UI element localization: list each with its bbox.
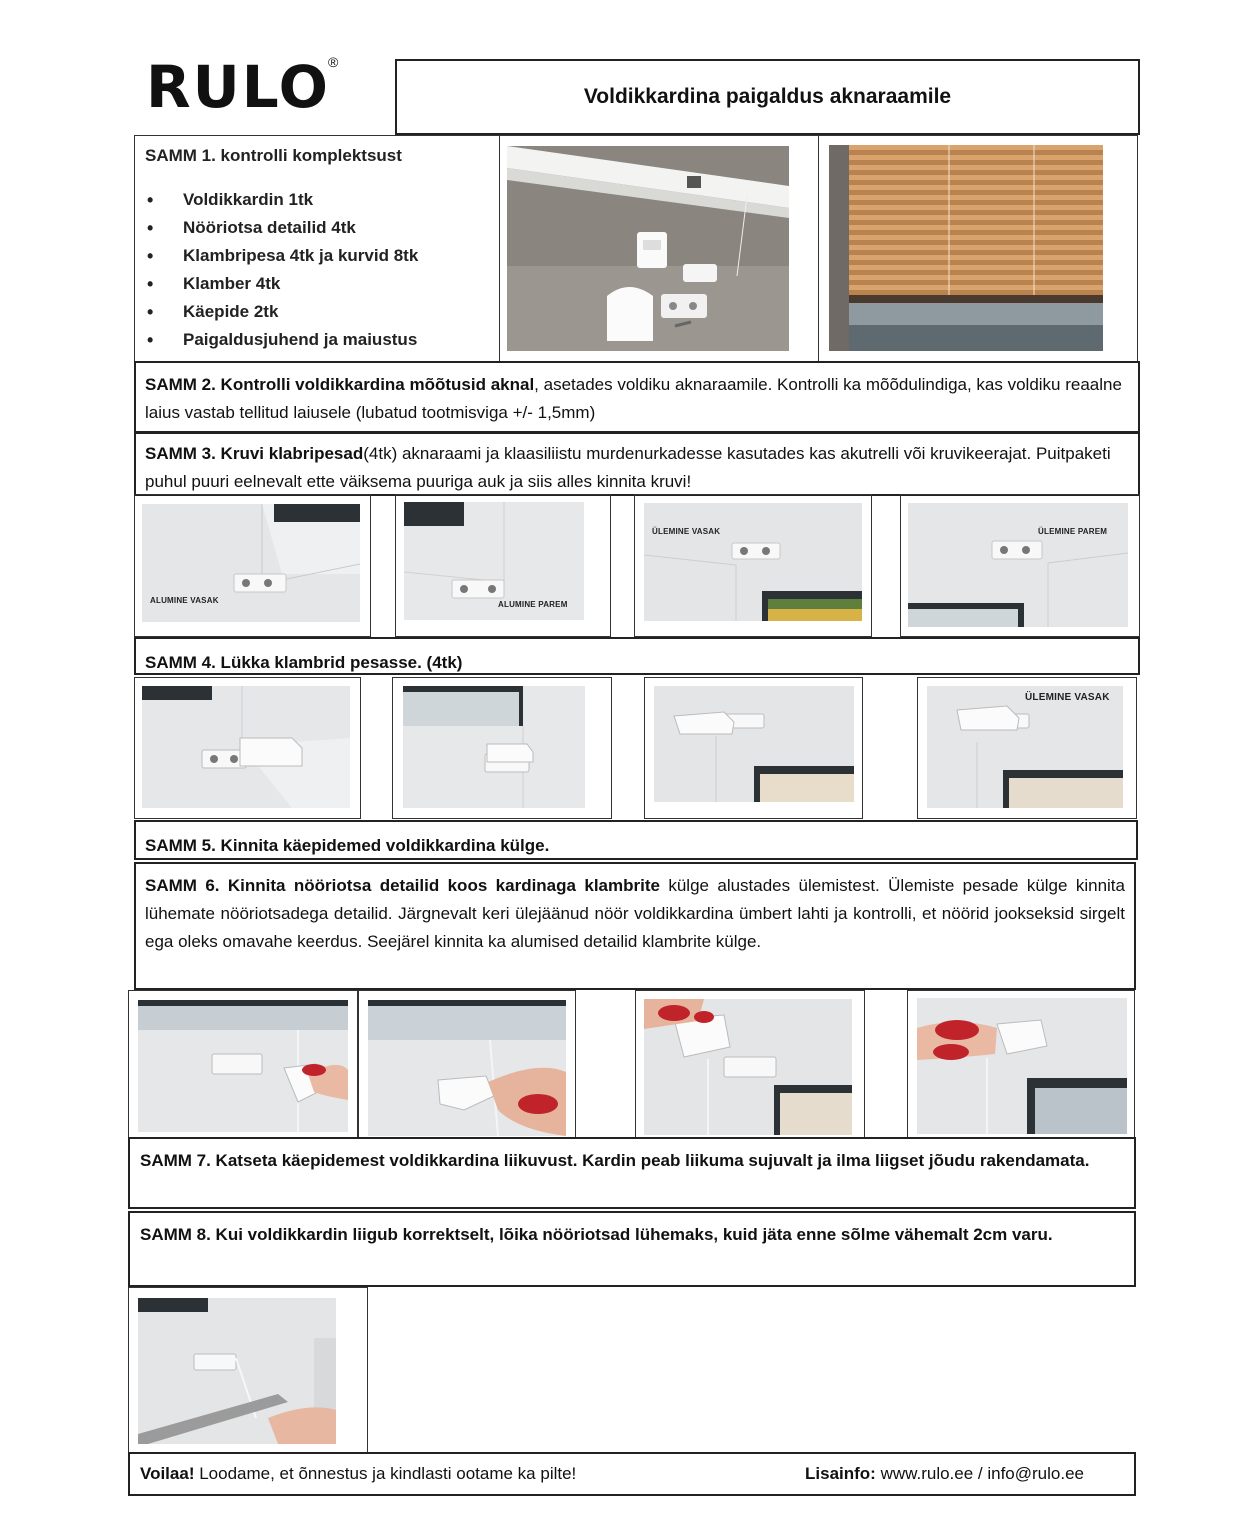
step2-box	[134, 361, 1140, 433]
footer-contact	[805, 1460, 1084, 1488]
cut-cord-photo	[138, 1298, 336, 1444]
footer-message	[140, 1460, 805, 1488]
kit-list	[143, 186, 418, 354]
pleated-blind-photo	[829, 145, 1103, 351]
step8-box	[128, 1211, 1136, 1287]
rulo-logo	[146, 52, 356, 122]
mount-label: ÜLEMINE PAREM	[1038, 527, 1108, 536]
footer-text: Loodame, et õnnestus ja kindlasti ootame ka pilte!	[194, 1464, 577, 1483]
clip-bottom-right-photo	[403, 686, 585, 808]
bottom-right-mount-photo	[404, 502, 584, 620]
attach-cord-photo-1	[138, 1000, 348, 1132]
step2-text: , asetades voldiku aknaraamile. Kontrolli ka mõõdulindiga, kas voldiku reaalne laius vastab tellitud laiusele (lubatud tootmisviga +/- 1,5mm)	[145, 375, 1122, 422]
step7-box	[128, 1137, 1136, 1209]
document-title: Voldikkardina paigaldus aknaraamile	[583, 85, 952, 108]
logo-text: RULO	[146, 53, 330, 121]
step6-text: külge alustades ülemistest. Ülemiste pesade külge kinnita lühemate nööriotsadega detailid. Järgnevalt keri ülejäänud nöör voldikkardina ümbert lahti ja kontrolli, et nöörid jookseksid sirgelt ega oleks omavahe keerdus. Seejärel kinnita ka alumised detailid klambrite külge.	[145, 876, 1125, 951]
step7-heading: SAMM 7. Katseta käepidemest voldikkardina liikuvust. Kardin peab liikuma sujuvalt ja ilma liigset jõudu rakendamata.	[140, 1151, 1090, 1170]
step1-title: SAMM 1. kontrolli komplektsust	[145, 146, 402, 165]
step8-heading: SAMM 8. Kui voldikkardin liigub korrektselt, lõika nööriotsad lühemaks, kuid jäta enne sõlme vähemalt 2cm varu.	[140, 1225, 1053, 1244]
mount-label: ALUMINE PAREM	[498, 600, 568, 609]
document-title-box	[395, 59, 1140, 135]
top-right-mount-photo	[908, 503, 1128, 627]
step3-heading: SAMM 3. Kruvi klabripesad	[145, 444, 364, 463]
contact-label: Lisainfo:	[805, 1464, 876, 1483]
registered-mark: ®	[328, 54, 339, 70]
list-item: • Nööriotsa detailid 4tk	[143, 214, 418, 242]
step5-box	[134, 820, 1138, 860]
list-item: • Klamber 4tk	[143, 270, 418, 298]
list-item: • Käepide 2tk	[143, 298, 418, 326]
attach-cord-photo-3	[644, 999, 852, 1135]
step5-heading: SAMM 5. Kinnita käepidemed voldikkardina külge.	[145, 836, 550, 855]
bottom-left-mount-photo	[142, 504, 360, 622]
clip-top-right-photo	[927, 686, 1123, 808]
footer-voilaa: Voilaa!	[140, 1464, 195, 1483]
step2-heading: SAMM 2. Kontrolli voldikkardina mõõtusid aknal	[145, 375, 535, 394]
mount-label: ALUMINE VASAK	[150, 596, 219, 605]
step6-heading: SAMM 6. Kinnita nööriotsa detailid koos kardinaga klambrite	[145, 876, 660, 895]
list-item: • Voldikkardin 1tk	[143, 186, 418, 214]
clip-label: ÜLEMINE VASAK	[1025, 692, 1110, 703]
kit-parts-photo	[507, 146, 789, 351]
step3-box	[134, 432, 1140, 496]
step4-heading: SAMM 4. Lükka klambrid pesasse. (4tk)	[145, 653, 463, 672]
attach-cord-photo-2	[368, 1000, 566, 1136]
list-item: • Paigaldusjuhend ja maiustus	[143, 326, 418, 354]
clip-top-left-photo	[654, 686, 854, 802]
clip-bottom-left-photo	[142, 686, 350, 808]
step3-text: (4tk) aknaraami ja klaasiliistu murdenurkadesse kasutades kas akutrelli või kruvikeerajat. Puitpaketi puhul puuri eelnevalt ette väiksema puuriga auk ja siis alles kinnita kruvi!	[145, 444, 1111, 491]
step1-box	[134, 135, 500, 363]
footer-box	[128, 1452, 1136, 1496]
step4-box	[134, 637, 1140, 675]
mount-label: ÜLEMINE VASAK	[652, 527, 721, 536]
step6-box	[134, 862, 1136, 990]
list-item: • Klambripesa 4tk ja kurvid 8tk	[143, 242, 418, 270]
top-left-mount-photo	[644, 503, 862, 621]
attach-cord-photo-4	[917, 998, 1127, 1134]
contact-info: www.rulo.ee / info@rulo.ee	[875, 1464, 1084, 1483]
